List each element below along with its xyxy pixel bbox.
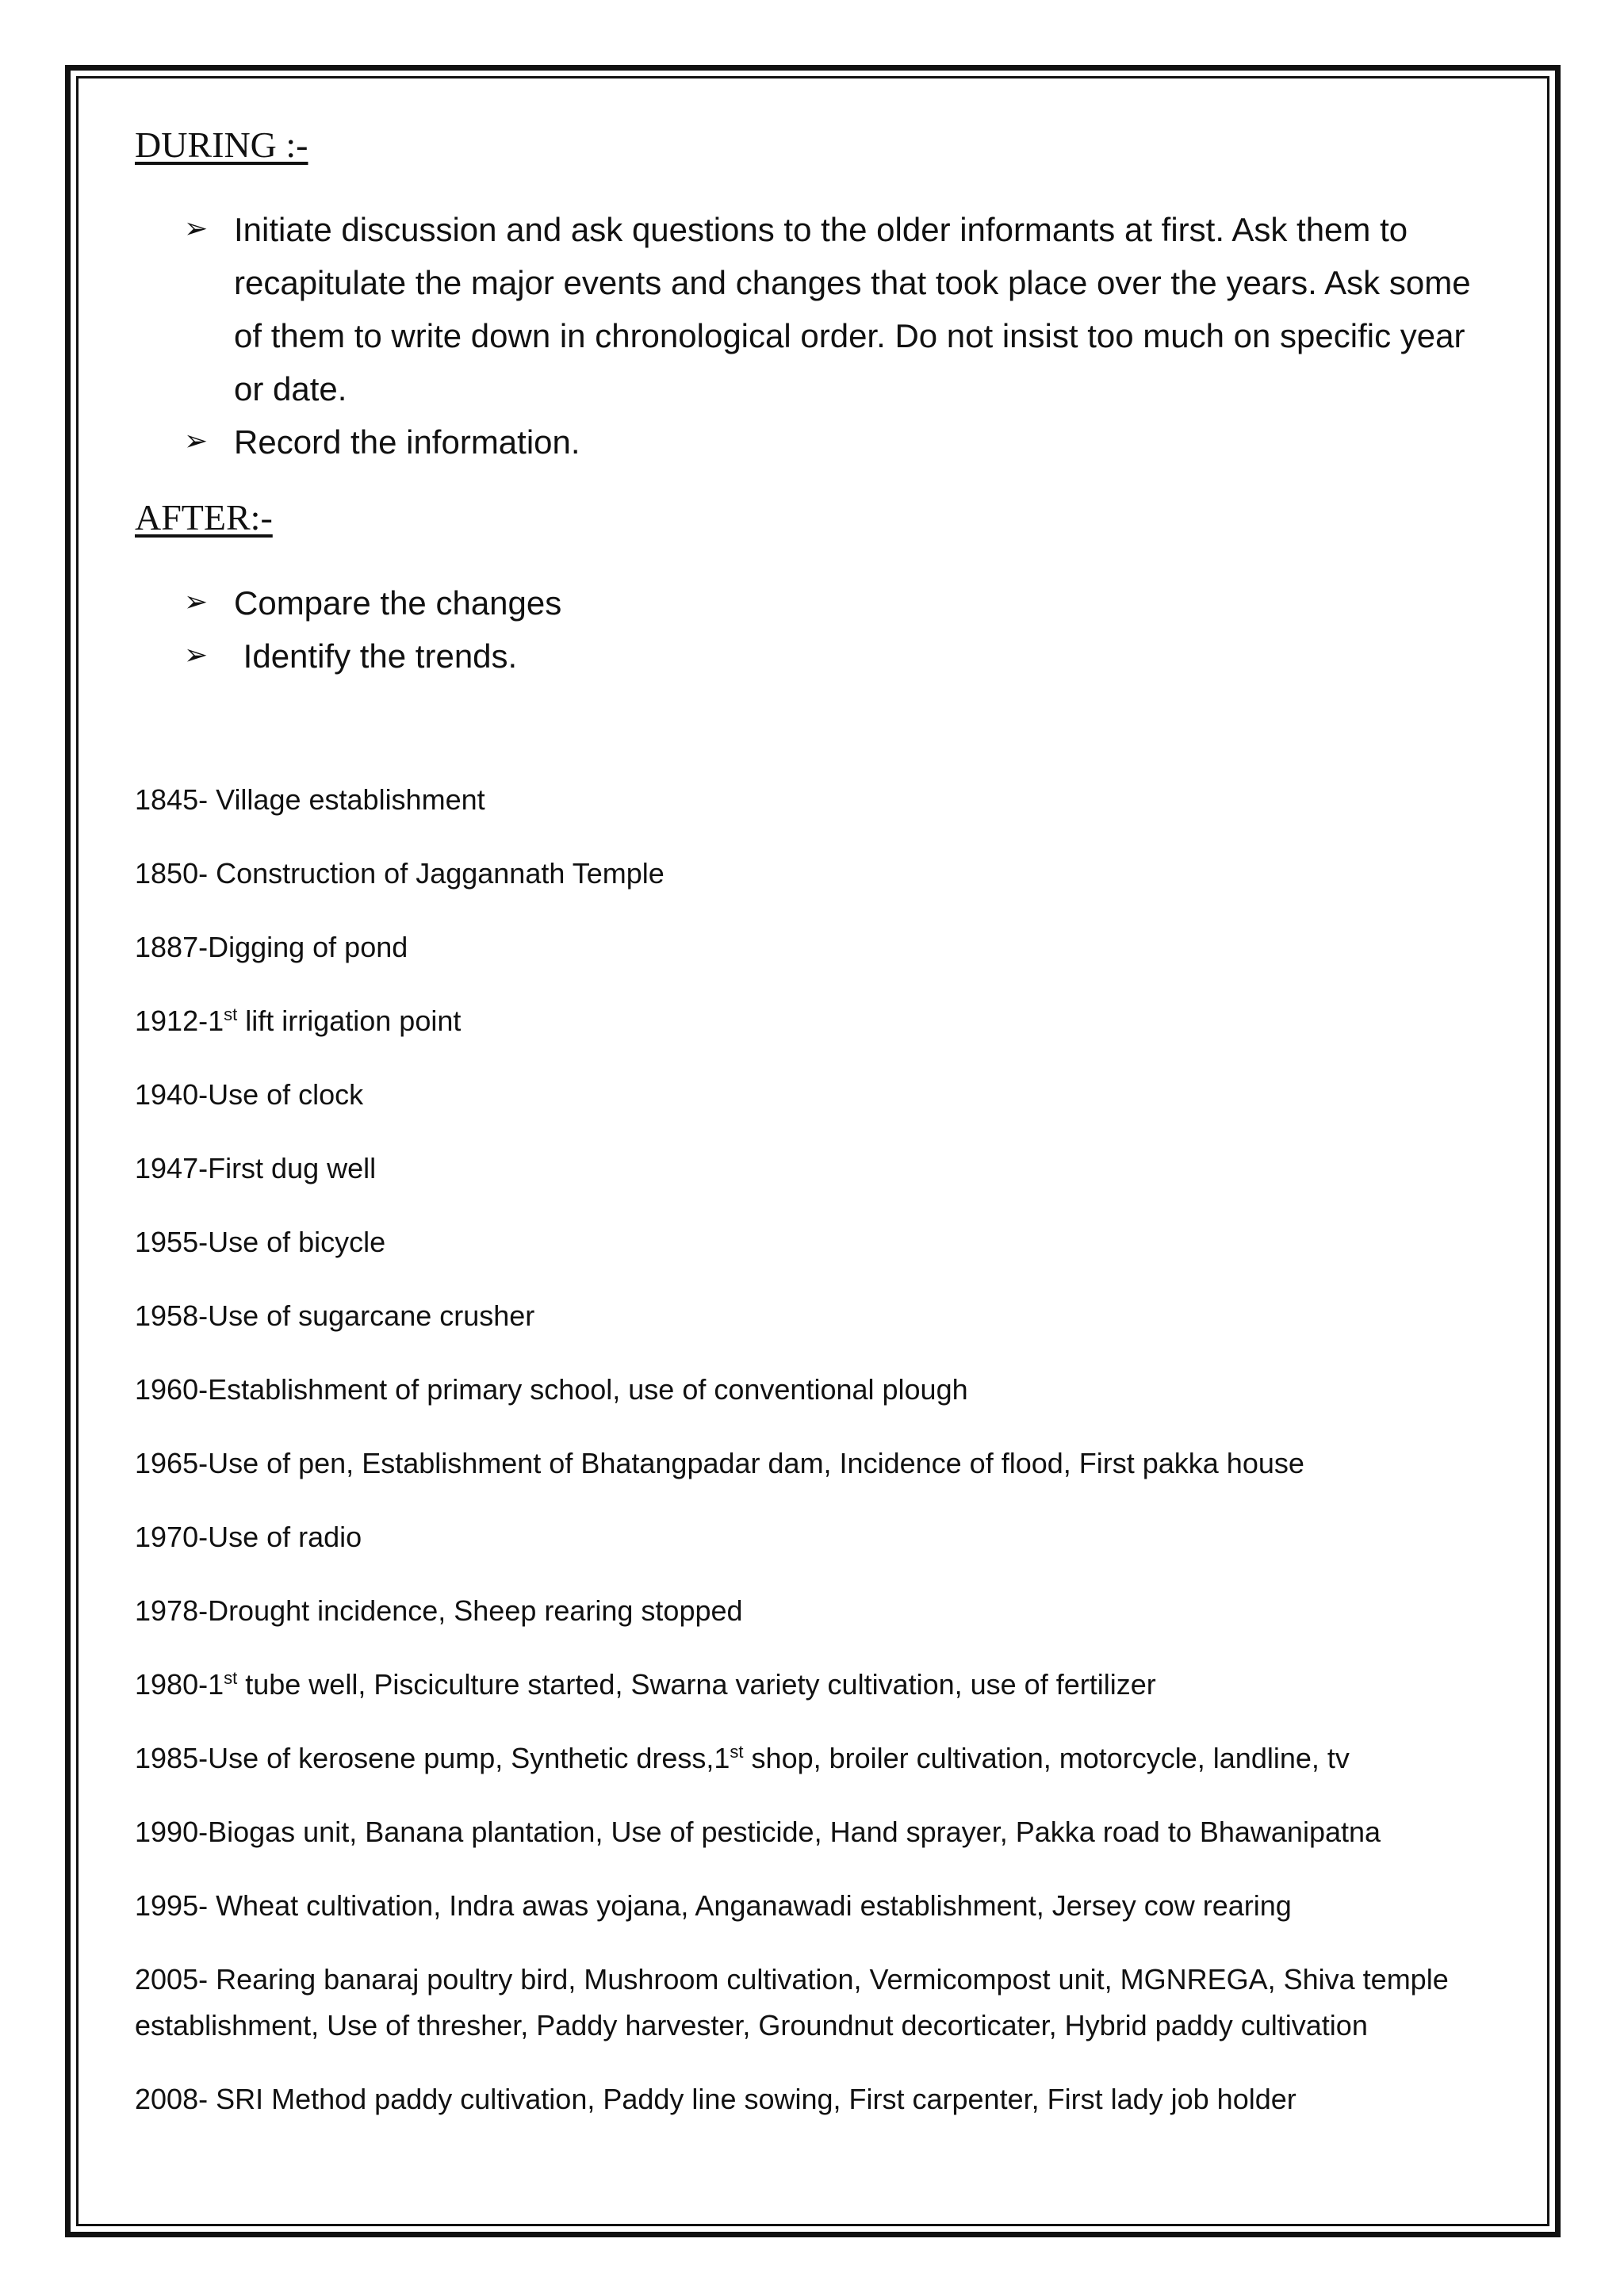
timeline-entry-text: 1990-Biogas unit, Banana plantation, Use of pesticide, Hand sprayer, Pakka road to Bhawanipatna	[135, 1816, 1381, 1848]
timeline-entry	[135, 1588, 1483, 1634]
ordinal-suffix: st	[224, 1004, 238, 1024]
arrow-bullet-icon: ➢	[184, 424, 209, 457]
timeline-entry-text: 1965-Use of pen, Establishment of Bhatangpadar dam, Incidence of flood, First pakka house	[135, 1447, 1304, 1479]
bullet-text: Record the information.	[234, 423, 580, 461]
timeline-entry	[135, 1367, 1483, 1413]
ordinal-suffix: st	[224, 1668, 238, 1688]
arrow-bullet-icon: ➢	[184, 212, 209, 244]
after-heading: AFTER:-	[135, 497, 273, 538]
arrow-bullet-icon: ➢	[184, 585, 209, 618]
list-item	[184, 629, 1500, 683]
timeline-entry	[135, 1072, 1483, 1118]
during-bullet-list	[184, 203, 1500, 469]
list-item	[184, 203, 1500, 415]
timeline-entry	[135, 2076, 1483, 2122]
timeline-entry-text: 1978-Drought incidence, Sheep rearing stopped	[135, 1594, 743, 1627]
timeline-entry-text: 1887-Digging of pond	[135, 931, 408, 963]
timeline-entry	[135, 998, 1483, 1044]
timeline-entry-text: 1970-Use of radio	[135, 1521, 362, 1553]
timeline-entry	[135, 1146, 1483, 1192]
timeline-entry-text: 1980-1	[135, 1668, 224, 1701]
timeline-entry-text: 1940-Use of clock	[135, 1078, 364, 1111]
list-item	[184, 415, 1500, 469]
list-item	[184, 576, 1500, 629]
timeline-entry	[135, 1883, 1483, 1929]
timeline-entry	[135, 1809, 1483, 1855]
bullet-text: Identify the trends.	[234, 637, 518, 675]
ordinal-suffix: st	[730, 1742, 744, 1762]
timeline-entry	[135, 1662, 1483, 1708]
timeline-entry-text: tube well, Pisciculture started, Swarna variety cultivation, use of fertilizer	[237, 1668, 1156, 1701]
timeline-entry	[135, 1957, 1483, 2049]
timeline-entry-text: 1960-Establishment of primary school, use of conventional plough	[135, 1373, 968, 1406]
timeline-entry	[135, 1735, 1483, 1781]
bullet-text: Initiate discussion and ask questions to the older informants at first. Ask them to recapitulate the major events and changes that took place over the years. Ask some of them to write down in chronological order. Do not insist too much on specific year or date.	[234, 211, 1471, 408]
timeline-entry-text: 1985-Use of kerosene pump, Synthetic dress,1	[135, 1742, 730, 1774]
timeline-entry-text: 1845- Village establishment	[135, 783, 485, 816]
during-heading: DURING :-	[135, 124, 308, 165]
timeline-entry-text: lift irrigation point	[237, 1004, 462, 1037]
timeline-entry-text: 2008- SRI Method paddy cultivation, Paddy line sowing, First carpenter, First lady job holder	[135, 2083, 1297, 2115]
timeline-entry-text: 1958-Use of sugarcane crusher	[135, 1299, 535, 1332]
timeline-entry-text: 1947-First dug well	[135, 1152, 377, 1184]
after-bullet-list	[184, 576, 1500, 683]
timeline-entry-text: 1850- Construction of Jaggannath Temple	[135, 857, 665, 890]
timeline-entry	[135, 851, 1483, 897]
timeline-entry	[135, 1293, 1483, 1339]
timeline-entry	[135, 924, 1483, 970]
timeline-entry-text: shop, broiler cultivation, motorcycle, landline, tv	[743, 1742, 1350, 1774]
timeline-entry-text: 2005- Rearing banaraj poultry bird, Mushroom cultivation, Vermicompost unit, MGNREGA, Shiva temple establishment, Use of thresher, Paddy harvester, Groundnut decorticater, Hybrid paddy cultivation	[135, 1963, 1449, 2042]
timeline-list	[135, 777, 1483, 2150]
timeline-entry-text: 1912-1	[135, 1004, 224, 1037]
timeline-entry	[135, 777, 1483, 823]
arrow-bullet-icon: ➢	[184, 638, 209, 671]
timeline-entry-text: 1995- Wheat cultivation, Indra awas yojana, Anganawadi establishment, Jersey cow rearing	[135, 1889, 1292, 1922]
timeline-entry-text: 1955-Use of bicycle	[135, 1226, 386, 1258]
bullet-text: Compare the changes	[234, 584, 562, 622]
timeline-entry	[135, 1219, 1483, 1265]
timeline-entry	[135, 1514, 1483, 1560]
timeline-entry	[135, 1441, 1483, 1487]
